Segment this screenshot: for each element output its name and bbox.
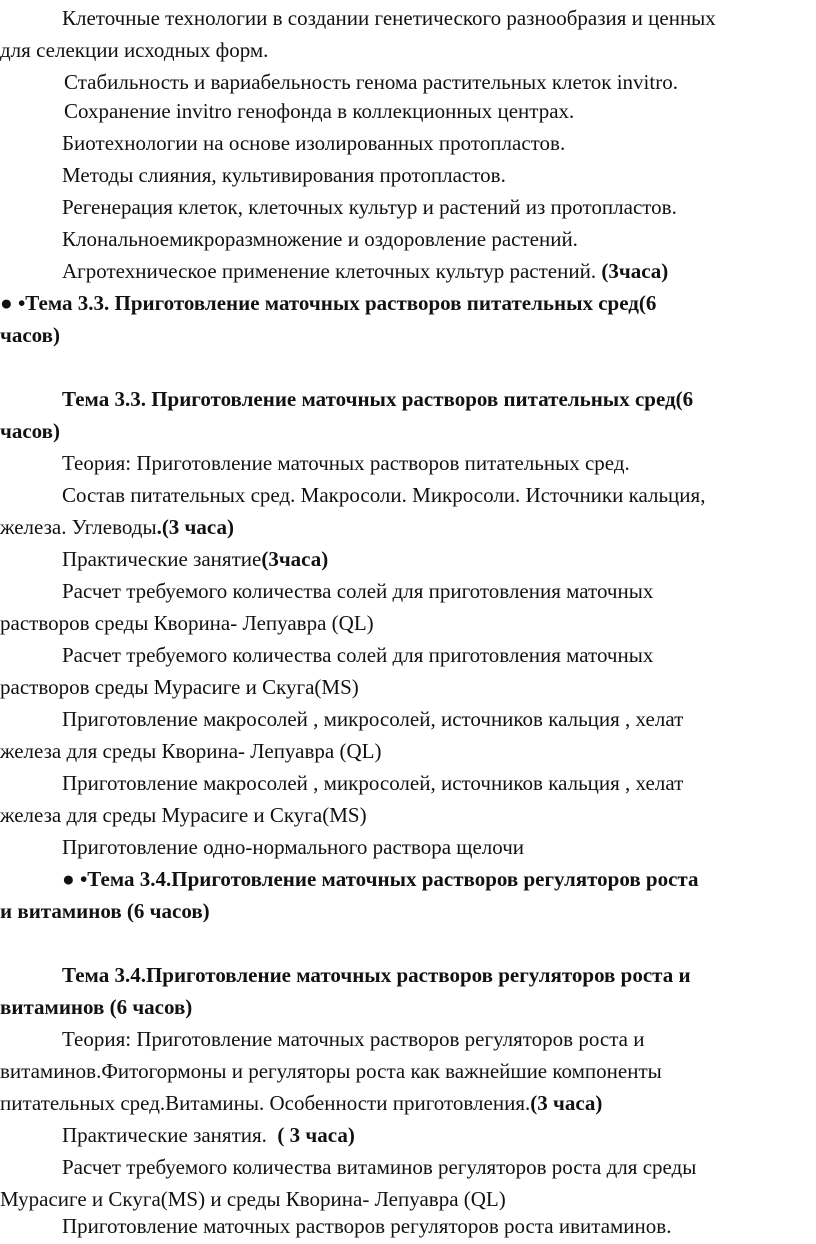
task-line-cont: растворов среды Кворина- Лепуавра (QL)	[0, 611, 374, 635]
topic-3-3-bullet-text: •Тема 3.3. Приготовление маточных растворов питательных сред(6	[17, 291, 657, 315]
topic-3-4-bullet-text: •Тема 3.4.Приготовление маточных растворов регуляторов роста	[79, 867, 699, 891]
topic-3-3-theory: Теория: Приготовление маточных растворов питательных сред.	[62, 451, 630, 475]
topic-3-3-bullet-title-cont: часов)	[0, 323, 60, 347]
topic-3-4-prep: Приготовление маточных растворов регуляторов роста ивитаминов.	[62, 1214, 672, 1238]
topic-3-3-practice	[62, 547, 328, 577]
practice-hours: ( 3 часа)	[277, 1123, 355, 1147]
topic-3-4-calc-cont: Мурасиге и Скуга(MS) и среды Кворина- Лепуавра (QL)	[0, 1187, 506, 1211]
task-line: Приготовление макросолей , микросолей, источников кальция , хелат	[62, 771, 684, 795]
intro-line-2: для селекции исходных форм.	[0, 38, 269, 62]
task-line-cont: растворов среды Мурасиге и Скуга(MS)	[0, 675, 359, 699]
intro-item: Методы слияния, культивирования протопластов.	[62, 163, 506, 187]
task-line: Приготовление макросолей , микросолей, источников кальция , хелат	[62, 707, 684, 731]
topic-3-4-practice	[62, 1123, 355, 1153]
practice-text: Практические занятия.	[62, 1123, 278, 1147]
intro-last-text: Агротехническое применение клеточных культур растений.	[62, 259, 597, 283]
task-line: Расчет требуемого количества солей для приготовления маточных	[62, 579, 654, 603]
task-line-cont: железа для среды Мурасиге и Скуга(MS)	[0, 803, 367, 827]
topic-3-4-theory: Теория: Приготовление маточных растворов регуляторов роста и	[62, 1027, 645, 1051]
intro-item-last	[62, 259, 668, 289]
topic-3-4-heading-cont: витаминов (6 часов)	[0, 995, 193, 1019]
intro-item: Сохранение invitro генофонда в коллекционных центрах.	[64, 99, 575, 123]
topic-3-4-calc: Расчет требуемого количества витаминов регуляторов роста для среды	[62, 1155, 697, 1179]
intro-item: Стабильность и вариабельность генома растительных клеток invitro.	[64, 70, 678, 94]
topic-3-3-alkali: Приготовление одно-нормального раствора щелочи	[62, 835, 525, 859]
topic-3-4-bullet-title-cont: и витаминов (6 часов)	[0, 899, 210, 923]
topic-3-3-composition: Состав питательных сред. Макросоли. Микросоли. Источники кальция,	[62, 483, 706, 507]
topic-3-4-theory-cont: витаминов.Фитогормоны и регуляторы роста как важнейшие компоненты	[0, 1059, 662, 1083]
topic-3-4-theory-cont-2	[0, 1091, 602, 1121]
topic-3-4-bullet-title	[62, 867, 699, 897]
topic-3-3-heading: Тема 3.3. Приготовление маточных растворов питательных сред(6	[62, 387, 694, 411]
intro-item: Регенерация клеток, клеточных культур и растений из протопластов.	[62, 195, 677, 219]
topic-3-3-heading-cont: часов)	[0, 419, 60, 443]
composition-text: железа. Углеводы	[0, 515, 157, 539]
topic-3-3-composition-cont	[0, 515, 234, 545]
intro-last-hours: (3часа)	[601, 259, 669, 283]
intro-item: Биотехнологии на основе изолированных протопластов.	[62, 131, 566, 155]
practice-hours: (3часа)	[261, 547, 329, 571]
bullet-dot-icon: ●	[62, 867, 75, 891]
bullet-dot-icon: ●	[0, 291, 13, 315]
intro-line-1: Клеточные технологии в создании генетического разнообразия и ценных	[62, 6, 716, 30]
topic-3-3-bullet-title	[0, 291, 656, 321]
task-line-cont: железа для среды Кворина- Лепуавра (QL)	[0, 739, 382, 763]
practice-text: Практические занятие	[62, 547, 262, 571]
composition-hours: .(3 часа)	[156, 515, 234, 539]
task-line: Расчет требуемого количества солей для приготовления маточных	[62, 643, 654, 667]
theory-text: питательных сред.Витамины. Особенности приготовления.	[0, 1091, 531, 1115]
theory-hours: (3 часа)	[530, 1091, 603, 1115]
intro-item: Клональноемикроразмножение и оздоровление растений.	[62, 227, 578, 251]
topic-3-4-heading: Тема 3.4.Приготовление маточных растворов регуляторов роста и	[62, 963, 691, 987]
